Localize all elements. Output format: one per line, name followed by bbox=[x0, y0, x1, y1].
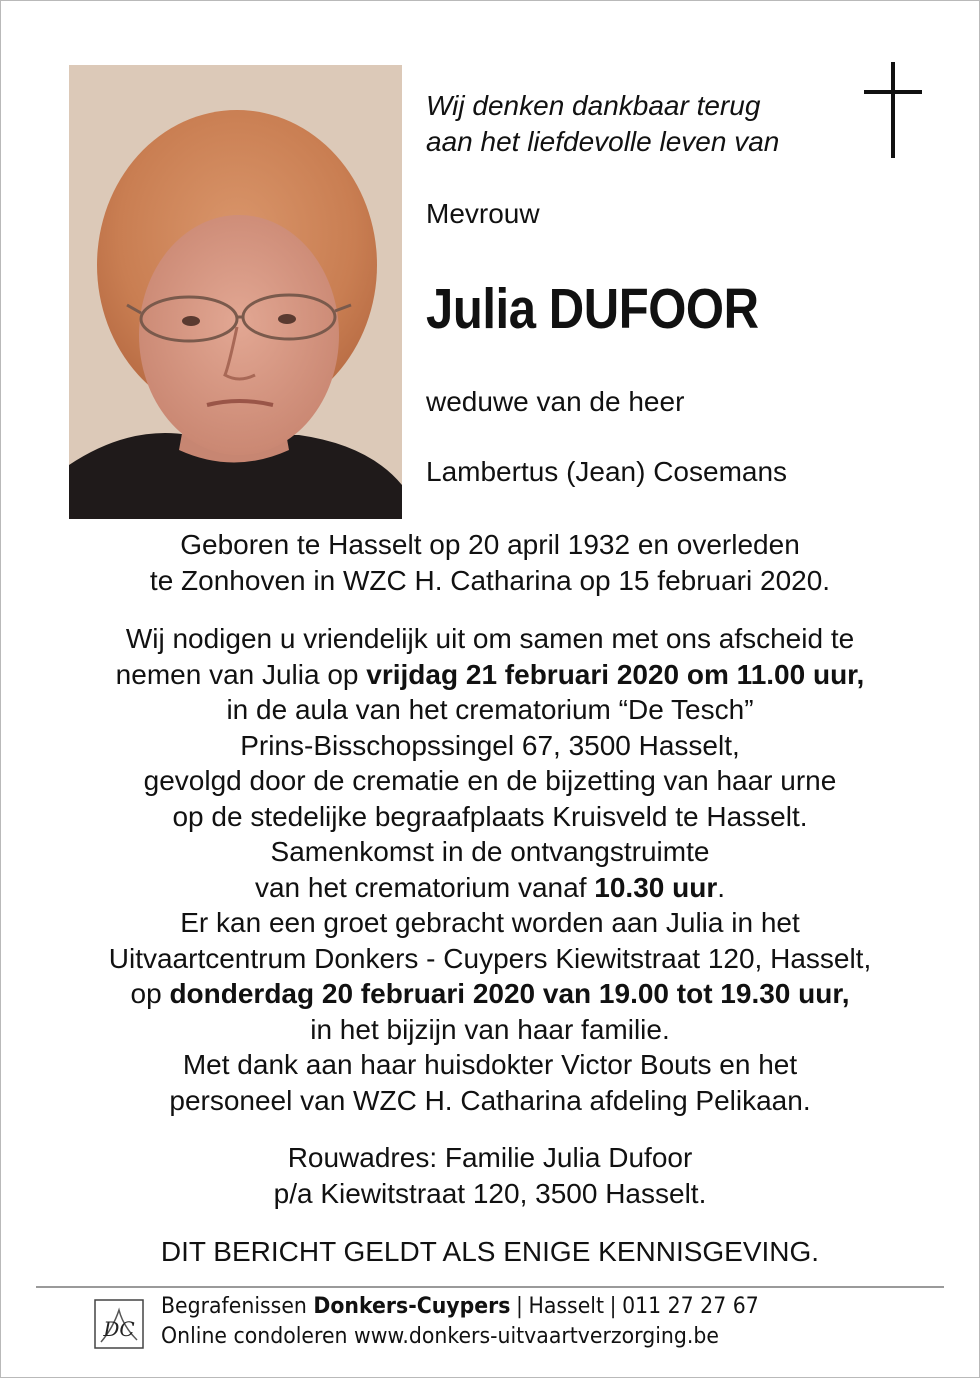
invite-line: personeel van WZC H. Catharina afdeling Pelikaan. bbox=[169, 1084, 811, 1116]
company-city: Hasselt bbox=[528, 1294, 605, 1319]
invite-line: Er kan een groet gebracht worden aan Julia in het bbox=[180, 907, 800, 938]
invite-line: Prins-Bisschopssingel 67, 3500 Hasselt, bbox=[240, 729, 740, 761]
funeral-invitation bbox=[0, 621, 980, 1118]
intro-text bbox=[426, 88, 846, 160]
address-line-1: Rouwadres: Familie Julia Dufoor bbox=[287, 1142, 693, 1173]
funeral-home-footer bbox=[161, 1292, 759, 1352]
website-link[interactable]: www.donkers-uitvaartverzorging.be bbox=[354, 1324, 719, 1349]
intro-line-2: aan het liefdevolle leven van bbox=[426, 126, 780, 157]
invite-line: in het bijzijn van haar familie. bbox=[310, 1013, 670, 1045]
invite-line: gevolgd door de crematie en de bijzetting van haar urne bbox=[143, 765, 837, 796]
spouse-name: Lambertus (Jean) Cosemans bbox=[426, 456, 788, 487]
invite-line: Uitvaartcentrum Donkers - Cuypers Kiewitstraat 120, Hasselt, bbox=[108, 942, 872, 974]
mourning-address bbox=[0, 1140, 980, 1211]
invite-line: Wij nodigen u vriendelijk uit om samen met ons afscheid te bbox=[125, 623, 855, 654]
footer-divider bbox=[36, 1286, 944, 1288]
notice-text: DIT BERICHT GELDT ALS ENIGE KENNISGEVING. bbox=[160, 1236, 820, 1267]
footer-line-1: Begrafenissen Donkers-Cuypers | Hasselt | 011 27 27 67 bbox=[161, 1294, 759, 1319]
birth-line-1: Geboren te Hasselt op 20 april 1932 en overleden bbox=[180, 529, 800, 560]
footer-line-2: Online condoleren www.donkers-uitvaartverzorging.be bbox=[161, 1324, 719, 1349]
ceremony-datetime: vrijdag 21 februari 2020 om 11.00 uur, bbox=[366, 658, 865, 690]
gathering-time: 10.30 uur bbox=[594, 871, 718, 903]
birth-line-2: te Zonhoven in WZC H. Catharina op 15 februari 2020. bbox=[149, 564, 831, 596]
honorific: Mevrouw bbox=[426, 198, 540, 229]
invite-line: nemen van Julia op vrijdag 21 februari 2020 om 11.00 uur, bbox=[115, 658, 865, 690]
company-name: Donkers-Cuypers bbox=[313, 1294, 511, 1319]
invite-line: Samenkomst in de ontvangstruimte bbox=[270, 836, 710, 867]
invite-line: van het crematorium vanaf 10.30 uur. bbox=[254, 871, 725, 903]
svg-text:DC: DC bbox=[103, 1317, 135, 1341]
invite-line: op donderdag 20 februari 2020 van 19.00 tot 19.30 uur, bbox=[130, 978, 850, 1009]
cross-icon bbox=[864, 62, 922, 160]
company-phone: 011 27 27 67 bbox=[622, 1294, 759, 1319]
birth-death-info bbox=[0, 527, 980, 598]
address-line-2: p/a Kiewitstraat 120, 3500 Hasselt. bbox=[273, 1177, 707, 1209]
invite-line: Met dank aan haar huisdokter Victor Bouts en het bbox=[182, 1049, 798, 1080]
widow-line: weduwe van de heer bbox=[426, 386, 685, 417]
visitation-datetime: donderdag 20 februari 2020 van 19.00 tot 19.30 uur, bbox=[169, 978, 850, 1009]
deceased-name: Julia DUFOOR bbox=[426, 277, 759, 341]
invite-line: op de stedelijke begraafplaats Kruisveld te Hasselt. bbox=[172, 800, 808, 832]
funeral-home-logo bbox=[93, 1298, 145, 1350]
invite-line: in de aula van het crematorium “De Tesch” bbox=[226, 694, 754, 725]
portrait-photo bbox=[69, 65, 402, 519]
intro-line-1: Wij denken dankbaar terug bbox=[426, 90, 761, 121]
